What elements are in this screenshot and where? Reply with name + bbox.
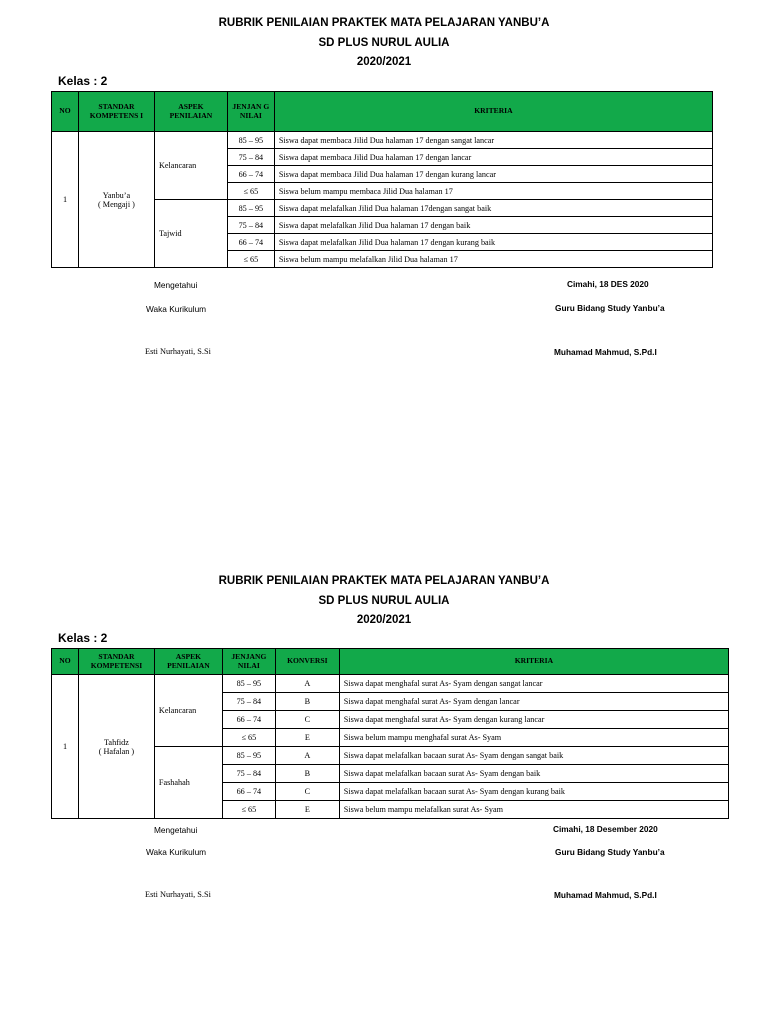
doc1-cell-kriteria: Siswa dapat membaca Jilid Dua halaman 17 dengan sangat lancar	[274, 132, 712, 149]
doc1-cell-nilai: 85 – 95	[227, 200, 274, 217]
doc2-cell-konversi: B	[275, 765, 339, 783]
doc2-cell-kriteria: Siswa dapat menghafal surat As- Syam dengan lancar	[339, 693, 728, 711]
doc2-cell-nilai: 75 – 84	[222, 693, 275, 711]
doc2-header-row	[52, 649, 729, 675]
doc2-cell-nilai: ≤ 65	[222, 729, 275, 747]
doc1-cell-kriteria: Siswa dapat melafalkan Jilid Dua halaman 17 dengan baik	[274, 217, 712, 234]
doc1-cell-nilai: ≤ 65	[227, 183, 274, 200]
doc2-guru-name: Muhamad Mahmud, S.Pd.I	[554, 890, 657, 900]
doc1-date: Cimahi, 18 DES 2020	[567, 279, 649, 289]
doc2-title-line3: 2020/2021	[356, 614, 412, 626]
doc2-cell-nilai: 75 – 84	[222, 765, 275, 783]
doc2-title-line2: SD PLUS NURUL AULIA	[318, 595, 450, 607]
doc1-header-row	[52, 92, 713, 132]
doc1-cell-nilai: 75 – 84	[227, 217, 274, 234]
doc2-header-kriteria: KRITERIA	[339, 649, 728, 675]
doc2-cell-kriteria: Siswa dapat menghafal surat As- Syam dengan sangat lancar	[339, 675, 728, 693]
doc1-cell-aspek2: Tajwid	[154, 200, 227, 268]
doc1-title-line3: 2020/2021	[356, 56, 412, 68]
doc2-cell-kriteria: Siswa dapat melafalkan bacaan surat As- Syam dengan baik	[339, 765, 728, 783]
doc2-cell-nilai: 66 – 74	[222, 711, 275, 729]
doc2-cell-nilai: ≤ 65	[222, 801, 275, 819]
doc2-cell-konversi: C	[275, 783, 339, 801]
doc1-cell-nilai: 66 – 74	[227, 166, 274, 183]
doc1-cell-nilai: 66 – 74	[227, 234, 274, 251]
doc1-header-no: NO	[52, 92, 79, 132]
doc2-cell-konversi: C	[275, 711, 339, 729]
doc1-rubric-table	[51, 91, 713, 268]
doc2-cell-aspek2: Fashahah	[154, 747, 222, 819]
doc2-cell-kriteria: Siswa dapat melafalkan bacaan surat As- Syam dengan sangat baik	[339, 747, 728, 765]
doc1-cell-nilai: 75 – 84	[227, 149, 274, 166]
doc2-standar-line1: Tahfidz	[104, 737, 129, 747]
doc2-rubric-table	[51, 648, 729, 819]
doc1-cell-kriteria: Siswa belum mampu melafalkan Jilid Dua halaman 17	[274, 251, 712, 268]
doc2-header-no: NO	[52, 649, 79, 675]
doc1-mengetahui: Mengetahui	[154, 280, 198, 290]
doc1-waka-label: Waka Kurikulum	[146, 304, 207, 314]
doc2-cell-konversi: A	[275, 747, 339, 765]
doc2-waka-label: Waka Kurikulum	[146, 847, 207, 857]
doc1-cell-nilai: ≤ 65	[227, 251, 274, 268]
doc2-cell-no: 1	[52, 675, 79, 819]
doc1-standar-line2: ( Mengaji )	[98, 199, 135, 209]
doc2-cell-konversi: E	[275, 801, 339, 819]
doc2-mengetahui: Mengetahui	[154, 825, 198, 835]
doc2-cell-nilai: 85 – 95	[222, 675, 275, 693]
doc1-cell-standar	[78, 132, 154, 268]
doc1-cell-kriteria: Siswa dapat melafalkan Jilid Dua halaman 17 dengan kurang baik	[274, 234, 712, 251]
doc2-header-konversi: KONVERSI	[275, 649, 339, 675]
doc1-cell-nilai: 85 – 95	[227, 132, 274, 149]
doc2-cell-kriteria: Siswa dapat melafalkan bacaan surat As- Syam dengan kurang baik	[339, 783, 728, 801]
doc2-header-standar: STANDAR KOMPETENSI	[78, 649, 154, 675]
doc2-header-aspek: ASPEK PENILAIAN	[154, 649, 222, 675]
doc2-waka-name: Esti Nurhayati, S.Si	[145, 890, 211, 899]
doc1-header-standar: STANDAR KOMPETENS I	[78, 92, 154, 132]
doc2-header-jenjang: JENJANG NILAI	[222, 649, 275, 675]
doc2-cell-kriteria: Siswa belum mampu melafalkan surat As- Syam	[339, 801, 728, 819]
doc2-cell-konversi: E	[275, 729, 339, 747]
doc2-date: Cimahi, 18 Desember 2020	[553, 824, 658, 834]
doc2-title-line1: RUBRIK PENILAIAN PRAKTEK MATA PELAJARAN YANBU’A	[218, 575, 550, 587]
doc2-cell-nilai: 85 – 95	[222, 747, 275, 765]
doc1-cell-no: 1	[52, 132, 79, 268]
doc1-title-line1: RUBRIK PENILAIAN PRAKTEK MATA PELAJARAN YANBU’A	[218, 17, 550, 29]
doc1-cell-aspek1: Kelancaran	[154, 132, 227, 200]
doc2-cell-aspek1: Kelancaran	[154, 675, 222, 747]
doc2-cell-konversi: B	[275, 693, 339, 711]
doc2-cell-standar	[78, 675, 154, 819]
doc2-cell-kriteria: Siswa belum mampu menghafal surat As- Syam	[339, 729, 728, 747]
doc1-cell-kriteria: Siswa dapat membaca Jilid Dua halaman 17 dengan kurang lancar	[274, 166, 712, 183]
doc2-cell-konversi: A	[275, 675, 339, 693]
doc2-kelas-label: Kelas : 2	[58, 631, 108, 645]
doc1-guru-name: Muhamad Mahmud, S.Pd.I	[554, 347, 657, 357]
doc2-cell-nilai: 66 – 74	[222, 783, 275, 801]
doc1-cell-kriteria: Siswa belum mampu membaca Jilid Dua halaman 17	[274, 183, 712, 200]
doc1-cell-kriteria: Siswa dapat melafalkan Jilid Dua halaman 17dengan sangat baik	[274, 200, 712, 217]
doc2-cell-kriteria: Siswa dapat menghafal surat As- Syam dengan kurang lancar	[339, 711, 728, 729]
doc1-header-aspek: ASPEK PENILAIAN	[154, 92, 227, 132]
doc1-header-kriteria: KRITERIA	[274, 92, 712, 132]
doc2-standar-line2: ( Hafalan )	[98, 746, 135, 756]
doc1-waka-name: Esti Nurhayati, S.Si	[145, 347, 211, 356]
doc1-title-line2: SD PLUS NURUL AULIA	[318, 37, 450, 49]
doc2-guru-label: Guru Bidang Study Yanbu’a	[555, 847, 665, 857]
table-row	[52, 675, 729, 693]
doc1-kelas-label: Kelas : 2	[58, 74, 108, 88]
doc1-cell-kriteria: Siswa dapat membaca Jilid Dua halaman 17 dengan lancar	[274, 149, 712, 166]
doc1-standar-line1: Yanbu’a	[102, 190, 131, 200]
doc1-header-jenjang: JENJAN G NILAI	[227, 92, 274, 132]
doc1-guru-label: Guru Bidang Study Yanbu’a	[555, 303, 665, 313]
table-row	[52, 132, 713, 149]
